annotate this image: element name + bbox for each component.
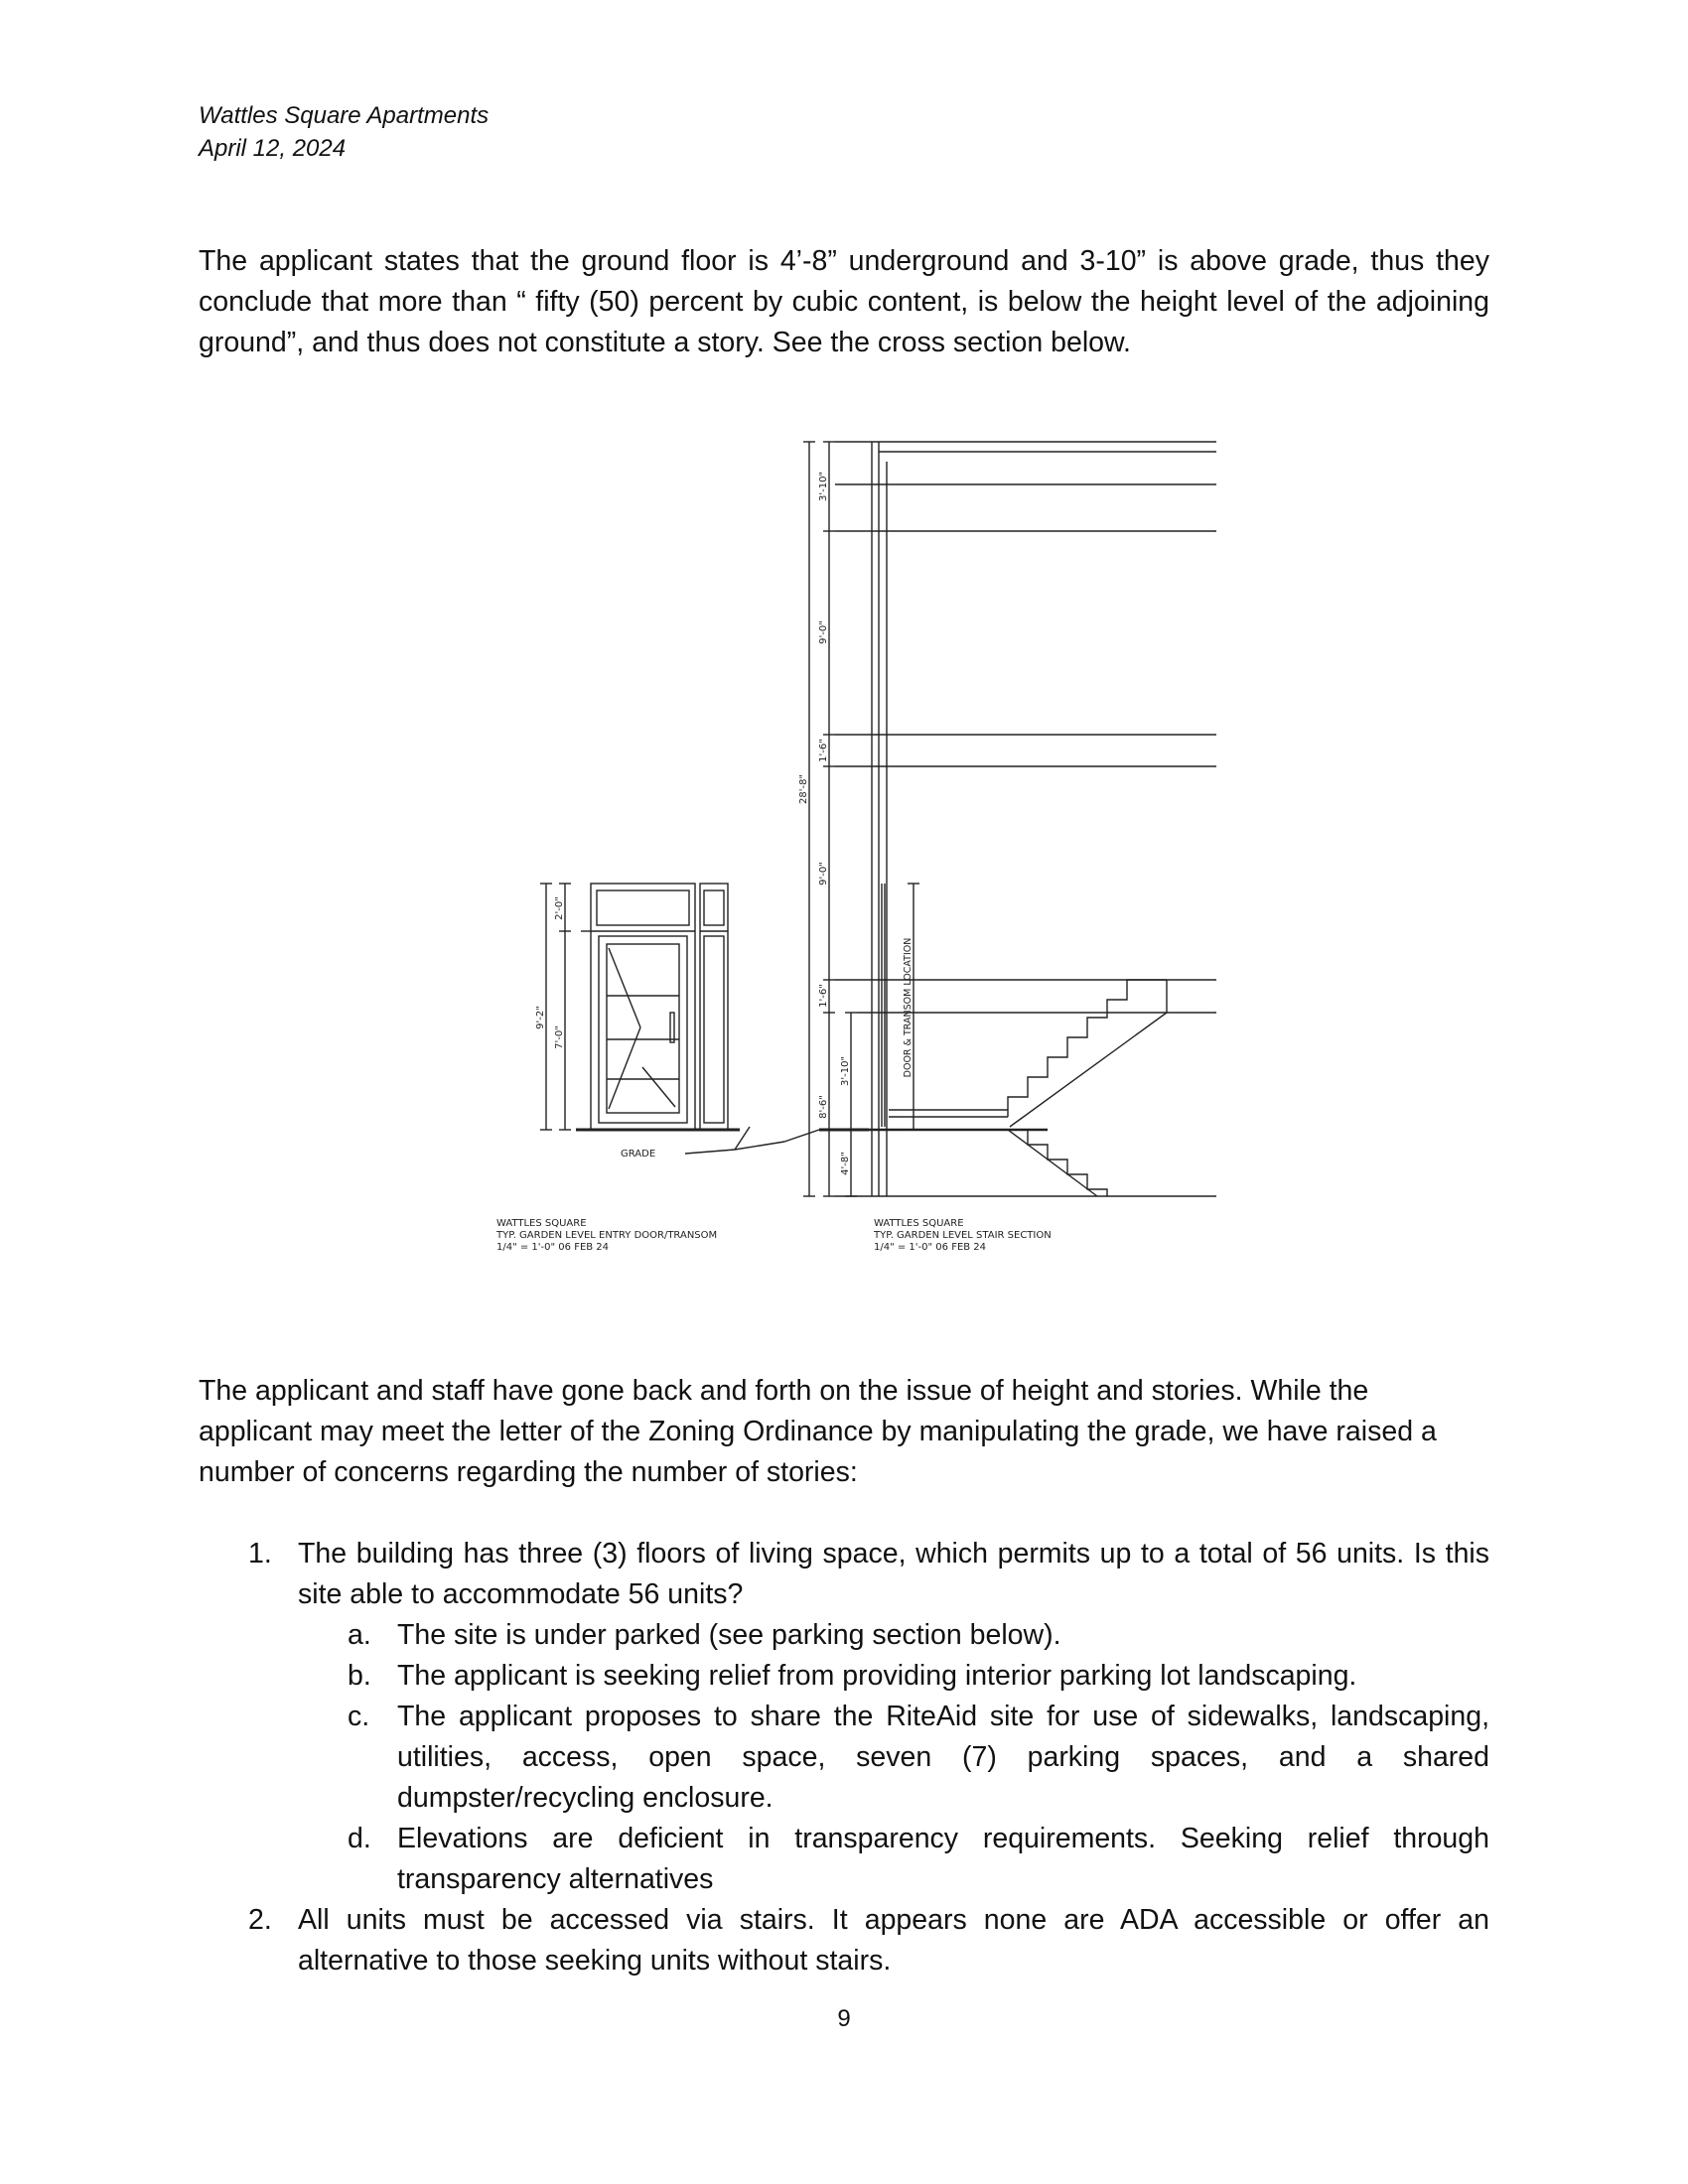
list-item (199, 1534, 1489, 1615)
sub-list-item (298, 1819, 1489, 1900)
sub-list-item (298, 1615, 1489, 1656)
stair-dim-top: 3'-10" (818, 471, 829, 502)
sub-list-item (298, 1697, 1489, 1819)
page-number: 9 (837, 2005, 851, 2032)
door-caption-line1: WATTLES SQUARE (496, 1218, 587, 1229)
document-header (199, 99, 489, 165)
door-dim-overall: 9'-2" (535, 1006, 546, 1029)
sub-list-item-text: The applicant proposes to share the RiteAid site for use of sidewalks, landscaping, utilities, access, open space, seven (7) parking spaces, and a shared dumpster/recycling enclosure. (397, 1701, 1489, 1814)
list-item (199, 1900, 1489, 1981)
sub-list-item-letter: b. (348, 1660, 371, 1692)
door-dim-lower: 7'-0" (554, 1025, 565, 1049)
stair-dim-joist1: 1'-6" (818, 984, 829, 1008)
paragraph-ground-floor: The applicant states that the ground floor is 4’-8” underground and 3-10” is above grade, thus they conclude that more than “ fifty (50) percent by cubic content, is below the height level of the adjoining ground”, and thus does not constitute a story. See the cross section below. (199, 245, 1489, 358)
stair-caption-line3: 1/4" = 1'-0" 06 FEB 24 (874, 1242, 987, 1253)
sub-list-item-letter: c. (348, 1701, 370, 1732)
stair-dim-above-grade: 3'-10" (840, 1055, 851, 1087)
header-project-name: Wattles Square Apartments (199, 102, 490, 129)
sub-list-item-text: The site is under parked (see parking section below). (397, 1619, 1061, 1651)
stair-dim-total: 28'-8" (798, 773, 809, 805)
list-item-number: 1. (248, 1538, 272, 1570)
paragraph-height-stories: The applicant and staff have gone back and forth on the issue of height and stories. While the applicant may meet the letter of the Zoning Ordinance by manipulating the grade, we have raised a number of concerns regarding the number of stories: (199, 1375, 1437, 1488)
stair-section (618, 432, 1216, 1196)
stair-dim-floor2: 9'-0" (818, 862, 829, 886)
list-item-number: 2. (248, 1904, 272, 1936)
grade-label: GRADE (621, 1149, 656, 1160)
sub-list-item-text: Elevations are deficient in transparency requirements. Seeking relief through transparency alternatives (397, 1823, 1489, 1895)
stair-dim-joist2: 1'-6" (818, 739, 829, 762)
door-caption-line2: TYP. GARDEN LEVEL ENTRY DOOR/TRANSOM (496, 1230, 718, 1241)
stair-caption-line1: WATTLES SQUARE (874, 1218, 964, 1229)
stair-dim-underground: 4'-8" (840, 1152, 851, 1175)
cross-section-drawing (492, 432, 1246, 1266)
door-caption-line3: 1/4" = 1'-0" 06 FEB 24 (496, 1242, 610, 1253)
stair-dim-below: 8'-6" (818, 1095, 829, 1119)
sub-list-item-letter: d. (348, 1823, 371, 1854)
door-location-note: DOOR & TRANSOM LOCATION (903, 937, 914, 1078)
cross-section-figure (492, 432, 1246, 1266)
door-dim-transom: 2'-0" (554, 896, 565, 920)
concerns-list (199, 1534, 1489, 1981)
stair-dim-floor3: 9'-0" (818, 620, 829, 644)
entry-door-elevation (540, 884, 819, 1154)
list-item-text: The building has three (3) floors of living space, which permits up to a total of 56 units. Is this site able to accommodate 56 units? (298, 1538, 1489, 1610)
header-date: April 12, 2024 (199, 135, 347, 162)
sub-list-item (298, 1656, 1489, 1697)
sub-list-item-letter: a. (348, 1619, 371, 1651)
sub-list-item-text: The applicant is seeking relief from providing interior parking lot landscaping. (397, 1660, 1357, 1692)
list-item-text: All units must be accessed via stairs. It appears none are ADA accessible or offer an alternative to those seeking units without stairs. (298, 1904, 1489, 1977)
stair-caption-line2: TYP. GARDEN LEVEL STAIR SECTION (874, 1230, 1052, 1241)
